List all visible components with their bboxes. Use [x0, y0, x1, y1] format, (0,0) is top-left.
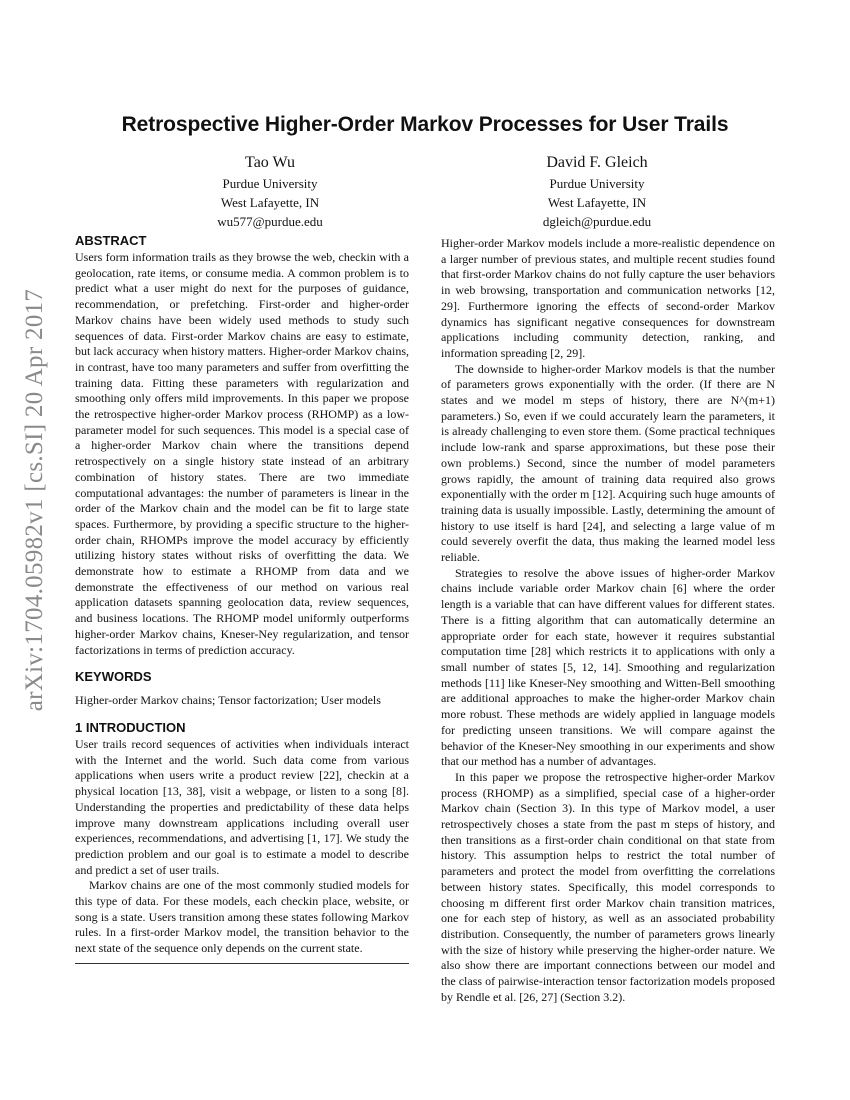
intro-paragraph-3: Higher-order Markov models include a more-realistic dependence on a larger number of previous states, and multiple recent studies found that first-order Markov chains do not fully capture the user behaviors in web browsing, transportation and communication networks [12, 29]. Furthermore ignoring the effects of second-order Markov dynamics has significant negative consequences for downstream applications including community detection, ranking, and information spreading [2, 29].: [441, 236, 775, 360]
arxiv-identifier: arXiv:1704.05982v1 [cs.SI] 20 Apr 2017: [21, 288, 48, 712]
left-column: [75, 232, 409, 964]
author-email: dgleich@purdue.edu: [542, 214, 652, 229]
intro-paragraph-5: Strategies to resolve the above issues of higher-order Markov chains include variable order Markov chain [6] where the order length is a variable that can have different values for different states. There is a fitting algorithm that can automatically determine an appropriate order for each state, however it requires substantial computation time [28] which restricts it to applications with only a small number of states [5, 12, 14]. Smoothing and regularization methods [11] like Kneser-Ney smoothing and Witten-Bell smoothing are additional approaches to make the higher-order Markov chain more robust. These methods are widely applied in language models for predicting unseen transitions. We will compare against the behavior of the Kneser-Ney smoothing in our experiments and show that our method has a number of advantages.: [441, 565, 775, 769]
intro-paragraph-2: Markov chains are one of the most commonly studied models for this type of data. For these models, each checkin place, website, or song is a state. Users transition among these states following Markov rules. In a first-order Markov model, the transition behavior to the next state of the sequence only depends on the current state.: [75, 878, 409, 956]
author-affiliation: Purdue University: [549, 176, 645, 191]
keywords-heading: KEYWORDS: [75, 669, 152, 685]
author-block-2: [467, 152, 727, 231]
right-column: [441, 236, 775, 1005]
intro-paragraph-4: The downside to higher-order Markov models is that the number of parameters grows exponentially with the order. (If there are N states and we model m steps of history, there are N^(m+1) parameters.) So, even if we could accurately learn the parameters, it is already challenging to even store them. (Some practical techniques include low-rank and sparse approximations, but these pose their own problems.) Second, since the number of model parameters grows rapidly, the amount of training data required also grows exponentially with the order m [12]. Acquiring such huge amounts of training data is usually impossible. Lastly, determining the amount of history to use itself is hard [24], and selecting a large value of m could severely overfit the data, thus making the learned model less reliable.: [441, 361, 775, 565]
abstract-heading: ABSTRACT: [75, 233, 147, 248]
author-affiliation: Purdue University: [222, 176, 318, 191]
author-location: West Lafayette, IN: [547, 195, 647, 210]
author-name: Tao Wu: [245, 154, 295, 171]
intro-paragraph-1: User trails record sequences of activities when individuals interact with the Internet and the world. Such data come from various applications when users write a product review [22], checkin at a physical location [13, 38], visit a webpage, or listen to a song [8]. Understanding the properties and predictability of these data helps improve many downstream applications including overall user experiences, recommendations, and advertising [1, 17]. We study the prediction problem and our goal is to estimate a model to describe and predict a set of user trails.: [75, 736, 409, 877]
footnote-rule: [75, 963, 409, 964]
paper-title: Retrospective Higher-Order Markov Processes for User Trails: [121, 113, 729, 136]
author-block-1: [140, 152, 400, 231]
author-name: David F. Gleich: [546, 154, 648, 171]
author-location: West Lafayette, IN: [220, 195, 320, 210]
intro-paragraph-6: In this paper we propose the retrospective higher-order Markov process (RHOMP) as a simplified, special case of a higher-order Markov chain (Section 3). In this type of Markov model, a user retrospectively choses a state from the past m steps of history, and then transitions as a first-order chain conditional on that state from history. This assumption helps to restrict the total number of parameters and protect the model from overfitting the correlations between history states. Specifically, this model corresponds to choosing m different first order Markov chain transition matrices, one for each step of history, as well as an associated probability distribution. Consequently, the number of parameters grows linearly with the size of history while preserving the higher-order nature. We also show there are important connections between our model and the class of pairwise-interaction tensor factorization models proposed by Rendle et al. [26, 27] (Section 3.2).: [441, 769, 775, 1004]
arxiv-sidebar: [10, 288, 60, 712]
author-email: wu577@purdue.edu: [217, 214, 323, 229]
keywords-text: Higher-order Markov chains; Tensor factorization; User models: [75, 693, 381, 708]
abstract-text: Users form information trails as they browse the web, checkin with a geolocation, rate items, or consume media. A common problem is to predict what a user might do next for the purposes of guidance, recommendation, or prefetching. First-order and higher-order Markov chains have been widely used methods to study such sequences of data. First-order Markov chains are easy to estimate, but lack accuracy when history matters. Higher-order Markov chains, in contrast, have too many parameters and suffer from overfitting the training data. Fitting these parameters with regularization and smoothing only offers mild improvements. In this paper we propose the retrospective higher-order Markov process (RHOMP) as a low-parameter model for such sequences. This model is a special case of a higher-order Markov chain where the transitions depend retrospectively on a single history state instead of an arbitrary combination of history states. There are two immediate computational advantages: the number of parameters is linear in the order of the Markov chain and the model can be fit to large state spaces. Furthermore, by providing a specific structure to the higher-order chain, RHOMPs improve the model accuracy by efficiently utilizing history states without risks of overfitting the data. We demonstrate how to estimate a RHOMP from data and we demonstrate the effectiveness of our method on various real application datasets spanning geolocation data, review sequences, and business locations. The RHOMP model uniformly outperforms higher-order Markov chains, Kneser-Ney regularization, and tensor factorizations in terms of prediction accuracy.: [75, 250, 409, 657]
introduction-heading: 1 INTRODUCTION: [75, 719, 186, 735]
